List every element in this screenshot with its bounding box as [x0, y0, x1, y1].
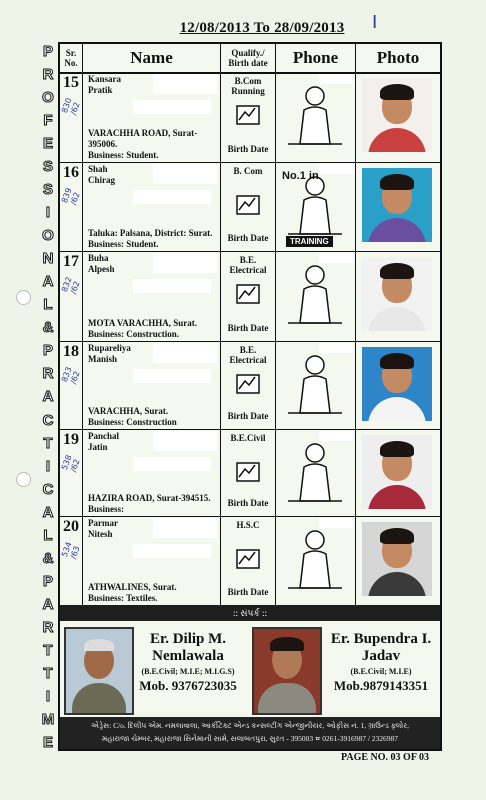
photo-cell [356, 251, 440, 341]
surname: Parmar [88, 518, 118, 528]
redaction [153, 343, 217, 363]
qualification-cell [221, 341, 276, 429]
sr-cell [60, 341, 83, 429]
person1-name: Er. Dilip M. [149, 631, 227, 647]
surname: Buha [88, 253, 109, 263]
business: Business: Construction. [88, 329, 180, 339]
side-letter: R [42, 618, 54, 636]
side-letter: E [42, 135, 53, 153]
first-name: Nitesh [88, 529, 113, 539]
qualification: B.E.Civil [230, 433, 266, 443]
contact-person-2 [324, 631, 438, 694]
qualification-icon [233, 367, 263, 397]
sr-number: 17 [63, 253, 79, 270]
phone-label-bottom: TRAINING [286, 236, 333, 247]
handwritten-note: 839 /62 [59, 186, 82, 207]
punch-hole [16, 472, 31, 487]
sr-cell [60, 72, 83, 162]
address: MOTA VARACHHA, Surat. [88, 318, 198, 328]
phone-label-top: No.1 in [282, 170, 319, 182]
phone-cell [276, 251, 356, 341]
side-letter: L [43, 526, 53, 544]
sr-number: 19 [63, 431, 79, 448]
side-letter: I [45, 457, 51, 475]
first-name: Jatin [88, 442, 108, 452]
handwritten-note: 534 /63 [59, 540, 82, 561]
table-row [60, 162, 440, 252]
side-letter: & [42, 319, 54, 337]
phone-clipart [280, 522, 350, 592]
side-letter: O [42, 227, 54, 245]
contact-photo-2 [252, 627, 322, 715]
business: Business: Textiles. [88, 593, 158, 603]
birth-date-label: Birth Date [227, 233, 269, 243]
first-name: Pratik [88, 85, 113, 95]
photo-cell [356, 516, 440, 605]
member-photo [362, 522, 432, 596]
contact-persons [60, 621, 440, 717]
redaction [133, 369, 211, 383]
phone-cell [276, 341, 356, 429]
date-range-title: 12/08/2013 To 28/09/2013 [179, 20, 345, 36]
surname: Rupareliya [88, 343, 131, 353]
side-letter: S [42, 181, 53, 199]
handwritten-note: 832 /62 [59, 275, 82, 296]
photo-cell [356, 341, 440, 429]
redaction [133, 279, 211, 293]
qualification-cell [221, 162, 276, 251]
qualification-cell [221, 516, 276, 605]
business: Business: Student. [88, 239, 159, 249]
vertical-side-title [38, 44, 58, 750]
header-qualification: Qualify./ Birth date [221, 44, 276, 72]
name-cell [83, 162, 221, 251]
qualification: B.E. Electrical [229, 255, 267, 275]
name-cell [83, 341, 221, 429]
person2-name: Er. Bupendra I. [330, 631, 432, 647]
footer-line-2: મહારાજા ચેમ્બર, મહારાજા સિનેમાની સામે, સલાબતપુરા, સુરત - 395003 ☎ 0261-3916987 / 2326987 [101, 734, 399, 743]
side-letter: L [43, 296, 53, 314]
birth-date-label: Birth Date [227, 411, 269, 421]
name-cell [83, 72, 221, 162]
redaction [153, 74, 217, 94]
redaction [153, 431, 217, 451]
table-row [60, 429, 440, 517]
handwritten-page-mark: I [372, 12, 378, 33]
side-letter: A [42, 388, 54, 406]
phone-cell [276, 162, 356, 251]
side-letter: I [45, 204, 51, 222]
side-letter: C [42, 411, 54, 429]
header-name: Name [83, 44, 221, 72]
qualification-cell [221, 72, 276, 162]
birth-date-label: Birth Date [227, 587, 269, 597]
address: ATHWALINES, Surat. [88, 582, 177, 592]
qualification: B.Com Running [231, 76, 265, 96]
surname: Kansara [88, 74, 122, 84]
address: VARACHHA ROAD, Surat-395006. [88, 128, 198, 149]
phone-cell [276, 516, 356, 605]
qualification-icon [233, 542, 263, 572]
address: Taluka: Palsana, District: Surat. [88, 228, 213, 238]
side-letter: P [42, 43, 53, 60]
side-letter: T [43, 664, 53, 682]
qualification-icon [233, 188, 263, 218]
redaction [133, 457, 211, 471]
sr-cell [60, 516, 83, 605]
qualification: B. Com [233, 166, 263, 176]
contact-person-1 [134, 631, 242, 694]
phone-clipart [280, 78, 350, 148]
side-letter: P [42, 342, 53, 360]
person1-mobile: Mob. 9376723035 [139, 678, 237, 693]
first-name: Alpesh [88, 264, 115, 274]
phone-clipart [280, 347, 350, 417]
side-letter: O [42, 89, 54, 107]
name-cell [83, 429, 221, 516]
business: Business: [88, 504, 125, 514]
sr-number: 15 [63, 74, 79, 91]
sr-cell [60, 429, 83, 516]
phone-cell [276, 72, 356, 162]
sr-cell [60, 251, 83, 341]
first-name: Manish [88, 354, 118, 364]
table-row [60, 251, 440, 342]
table-row [60, 341, 440, 430]
address: HAZIRA ROAD, Surat-394515. [88, 493, 211, 503]
member-photo [362, 78, 432, 152]
member-photo [362, 168, 432, 242]
side-letter: T [43, 641, 53, 659]
sr-number: 20 [63, 518, 79, 535]
header-phone: Phone [276, 44, 356, 72]
birth-date-label: Birth Date [227, 498, 269, 508]
punch-hole [16, 290, 31, 305]
side-letter: S [42, 158, 53, 176]
redaction [133, 100, 211, 114]
sr-cell [60, 162, 83, 251]
qualification-icon [233, 455, 263, 485]
side-letter: A [42, 595, 54, 613]
phone-clipart [280, 435, 350, 505]
address-footer [60, 717, 440, 749]
side-letter: E [42, 733, 53, 751]
side-letter: A [42, 273, 54, 291]
side-letter: P [42, 572, 53, 590]
qualification-cell [221, 251, 276, 341]
person2-surname: Jadav [361, 648, 401, 664]
qualification: B.E. Electrical [229, 345, 267, 365]
member-photo [362, 435, 432, 509]
birth-date-label: Birth Date [227, 144, 269, 154]
side-letter: R [42, 66, 54, 84]
side-letter: F [43, 112, 53, 130]
qualification: H.S.C [236, 520, 260, 530]
handwritten-note: 830 /62 [59, 96, 82, 117]
person1-surname: Nemlawala [152, 648, 224, 664]
qualification-icon [233, 277, 263, 307]
name-cell [83, 251, 221, 341]
footer-line-1: એડ્રેસ: C/o. દિલીપ એમ. નમલાવાલા, આર્કીટેક્ટ એન્ડ કન્સલ્ટીંગ એન્જીનીયર, ઓફીસ નં. 1, ગ્રાઉન્ડ ફ્લોર, [91, 721, 409, 730]
qualification-icon [233, 98, 263, 128]
business: Business: Student. [88, 150, 159, 160]
contact-band: :: સંપર્ક :: [60, 605, 440, 621]
address: VARACHHA, Surat. [88, 406, 169, 416]
side-letter: & [42, 549, 54, 567]
side-letter: T [43, 434, 53, 452]
name-cell [83, 516, 221, 605]
photo-cell [356, 429, 440, 516]
phone-cell [276, 429, 356, 516]
table-row [60, 516, 440, 606]
handwritten-note: 833 /62 [59, 365, 82, 386]
business: Business: Construction [88, 417, 177, 427]
header-sr: Sr. No. [60, 44, 83, 72]
qualification-cell [221, 429, 276, 516]
side-letter: C [42, 480, 54, 498]
page-number: PAGE NO. 03 OF 03 [341, 752, 430, 763]
members-table [58, 42, 442, 751]
side-letter: I [45, 687, 51, 705]
redaction [153, 164, 217, 184]
member-photo [362, 347, 432, 421]
person2-degrees: (B.E.Civil; M.I.E) [350, 667, 412, 676]
side-letter: R [42, 365, 54, 383]
birth-date-label: Birth Date [227, 323, 269, 333]
side-letter: A [42, 503, 54, 521]
photo-cell [356, 72, 440, 162]
phone-clipart [280, 257, 350, 327]
header-photo: Photo [376, 48, 420, 67]
table-row [60, 72, 440, 163]
table-header [60, 44, 440, 74]
redaction [153, 253, 217, 273]
person1-degrees: (B.E.Civil; M.I.E; M.I.G.S) [141, 667, 235, 676]
first-name: Chirag [88, 175, 115, 185]
sr-number: 16 [63, 164, 79, 181]
handwritten-note: 538 /62 [59, 453, 82, 474]
side-letter: N [42, 250, 54, 268]
surname: Shah [88, 164, 108, 174]
side-letter: M [41, 710, 55, 728]
surname: Panchal [88, 431, 120, 441]
redaction [153, 518, 217, 538]
member-photo [362, 257, 432, 331]
redaction [133, 544, 211, 558]
photo-cell [356, 162, 440, 251]
contact-photo-1 [64, 627, 134, 715]
sr-number: 18 [63, 343, 79, 360]
person2-mobile: Mob.9879143351 [333, 678, 429, 693]
redaction [133, 190, 211, 204]
